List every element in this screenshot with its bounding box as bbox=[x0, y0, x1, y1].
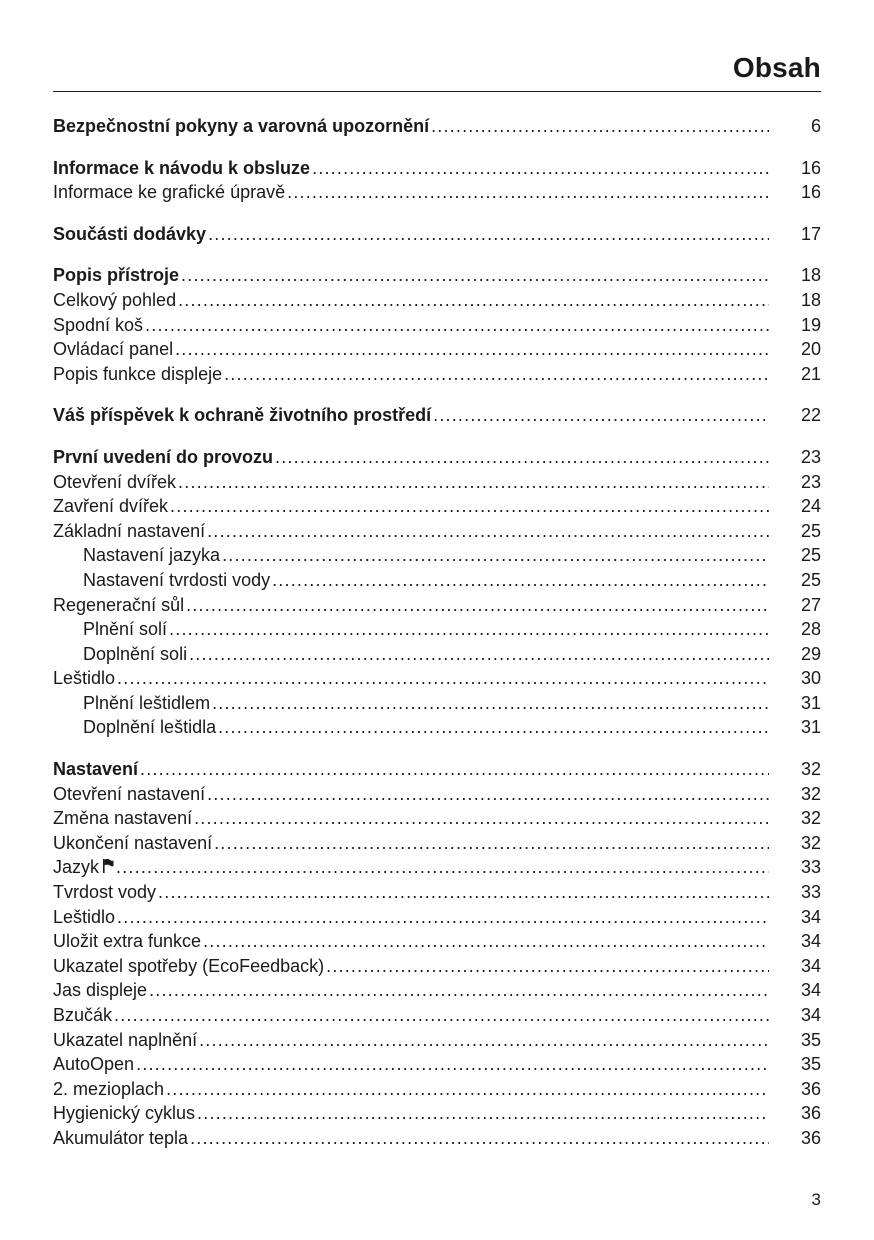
toc-entry-text: Informace ke grafické úpravě bbox=[53, 182, 286, 203]
toc-entry[interactable] bbox=[53, 337, 821, 362]
toc-entry[interactable] bbox=[53, 222, 821, 247]
dot-leader bbox=[208, 222, 769, 247]
toc-entry-text: Informace k návodu k obsluze bbox=[53, 157, 311, 178]
toc-entry[interactable] bbox=[53, 1077, 821, 1102]
toc-group bbox=[53, 445, 821, 740]
toc-entry[interactable] bbox=[53, 831, 821, 856]
toc-entry-label bbox=[53, 905, 115, 930]
dot-leader bbox=[207, 519, 769, 544]
toc-entry-label bbox=[53, 666, 115, 691]
toc-entry[interactable] bbox=[53, 568, 821, 593]
toc-entry[interactable] bbox=[53, 180, 821, 205]
dot-leader bbox=[272, 568, 769, 593]
toc-entry[interactable] bbox=[53, 806, 821, 831]
toc-entry[interactable] bbox=[53, 1028, 821, 1053]
dot-leader bbox=[116, 855, 769, 880]
toc-entry-label bbox=[53, 978, 147, 1003]
toc-entry-label bbox=[53, 156, 310, 181]
toc-entry-label bbox=[53, 288, 176, 313]
dot-leader bbox=[287, 180, 769, 205]
toc-entry-text: AutoOpen bbox=[53, 1054, 135, 1075]
toc-entry-text: Bezpečnostní pokyny a varovná upozornění bbox=[53, 116, 430, 136]
toc-entry-text: Bzučák bbox=[53, 1005, 113, 1025]
toc-entry-text: Hygienický cyklus bbox=[53, 1103, 196, 1124]
toc-entry[interactable] bbox=[53, 855, 821, 880]
toc-entry-text: Nastavení tvrdosti vody bbox=[83, 569, 271, 590]
dot-leader bbox=[214, 831, 769, 856]
toc-entry-page: 36 bbox=[800, 1078, 821, 1099]
toc-group bbox=[53, 263, 821, 386]
toc-entry[interactable] bbox=[53, 263, 821, 288]
toc-entry-text: Změna nastavení bbox=[53, 808, 193, 829]
toc-entry[interactable] bbox=[53, 1003, 821, 1028]
toc-entry-label bbox=[83, 691, 210, 716]
dot-leader bbox=[207, 782, 769, 807]
dot-leader bbox=[186, 593, 769, 618]
toc-group bbox=[53, 156, 821, 205]
toc-entry[interactable] bbox=[53, 880, 821, 905]
dot-leader bbox=[145, 313, 769, 338]
toc-entry-page: 30 bbox=[800, 668, 821, 689]
toc-entry-label bbox=[83, 568, 270, 593]
toc-entry-text: Plnění leštidlem bbox=[83, 692, 211, 713]
dot-leader bbox=[431, 114, 769, 139]
toc-entry[interactable] bbox=[53, 782, 821, 807]
toc-entry[interactable] bbox=[53, 691, 821, 716]
toc-entry-page: 35 bbox=[800, 1054, 821, 1075]
toc-entry-page: 29 bbox=[800, 643, 821, 664]
toc-entry-page: 27 bbox=[800, 594, 821, 615]
toc-entry[interactable] bbox=[53, 666, 821, 691]
dot-leader bbox=[169, 617, 769, 642]
toc-entry[interactable] bbox=[53, 1126, 821, 1151]
dot-leader bbox=[178, 288, 769, 313]
dot-leader bbox=[189, 642, 769, 667]
toc-entry-text: První uvedení do provozu bbox=[53, 446, 274, 467]
toc-entry-page: 23 bbox=[800, 446, 821, 467]
toc-entry[interactable] bbox=[53, 617, 821, 642]
toc-entry-label bbox=[53, 519, 205, 544]
toc-entry-text: Leštidlo bbox=[53, 668, 116, 689]
dot-leader bbox=[140, 757, 769, 782]
toc-entry-label bbox=[53, 880, 156, 905]
toc-entry-label bbox=[53, 362, 222, 387]
dot-leader bbox=[114, 1003, 769, 1028]
toc-group bbox=[53, 222, 821, 247]
page-number: 3 bbox=[811, 1190, 821, 1209]
toc-entry[interactable] bbox=[53, 494, 821, 519]
toc-entry-label bbox=[53, 445, 273, 470]
toc-entry-text: Základní nastavení bbox=[53, 520, 206, 541]
toc-entry[interactable] bbox=[53, 905, 821, 930]
toc-entry-label bbox=[83, 617, 167, 642]
toc-entry-page: 20 bbox=[800, 339, 821, 360]
dot-leader bbox=[275, 445, 769, 470]
toc-entry-text: Součásti dodávky bbox=[53, 223, 207, 244]
dot-leader bbox=[178, 470, 769, 495]
toc-entry-page: 32 bbox=[800, 759, 821, 780]
toc-entry[interactable] bbox=[53, 156, 821, 181]
toc-entry-text: Popis přístroje bbox=[53, 265, 180, 286]
toc-entry-label bbox=[53, 313, 143, 338]
toc-entry-page: 25 bbox=[800, 569, 821, 590]
toc-entry-label bbox=[53, 593, 184, 618]
toc-entry-label bbox=[53, 1028, 197, 1053]
toc-entry-page: 32 bbox=[800, 832, 821, 853]
dot-leader bbox=[312, 156, 769, 181]
toc-entry[interactable] bbox=[53, 715, 821, 740]
toc-entry-text: Ovládací panel bbox=[53, 339, 174, 360]
dot-leader bbox=[218, 715, 769, 740]
toc-entry-page: 17 bbox=[800, 223, 821, 244]
toc-entry-text: Ukončení nastavení bbox=[53, 832, 213, 853]
toc-entry[interactable] bbox=[53, 470, 821, 495]
toc-entry-text: Akumulátor tepla bbox=[53, 1127, 189, 1148]
dot-leader bbox=[197, 1101, 769, 1126]
dot-leader bbox=[117, 666, 769, 691]
toc-entry-page: 19 bbox=[800, 314, 821, 335]
toc-entry-text: Otevření nastavení bbox=[53, 783, 206, 804]
dot-leader bbox=[181, 263, 769, 288]
toc-entry-text: Spodní koš bbox=[53, 314, 144, 335]
dot-leader bbox=[222, 543, 769, 568]
toc-entry-text: Tvrdost vody bbox=[53, 882, 157, 903]
toc-entry-page: 25 bbox=[800, 545, 821, 566]
toc-entry-page: 16 bbox=[800, 182, 821, 203]
toc-entry-label bbox=[53, 1126, 188, 1151]
toc-entry-label bbox=[83, 715, 216, 740]
toc-entry-label bbox=[53, 180, 285, 205]
toc-entry-label bbox=[53, 831, 212, 856]
toc-entry-page: 25 bbox=[800, 520, 821, 541]
toc-entry[interactable] bbox=[53, 362, 821, 387]
toc-entry-label bbox=[53, 470, 176, 495]
toc-entry[interactable] bbox=[53, 929, 821, 954]
toc-entry[interactable] bbox=[53, 114, 821, 139]
toc-group bbox=[53, 757, 821, 1151]
dot-leader bbox=[194, 806, 769, 831]
toc-entry-page: 34 bbox=[800, 931, 821, 952]
toc-entry-label bbox=[53, 782, 205, 807]
toc-entry-page: 33 bbox=[800, 857, 821, 878]
toc-entry-page: 31 bbox=[800, 692, 821, 713]
toc-entry-text: Plnění solí bbox=[83, 619, 168, 640]
toc-entry-text: Ukazatel naplnění bbox=[53, 1029, 198, 1050]
toc-entry-label bbox=[53, 1101, 195, 1126]
dot-leader bbox=[170, 494, 769, 519]
toc-group bbox=[53, 114, 821, 139]
toc-entry-text: Celkový pohled bbox=[53, 289, 177, 310]
toc-entry[interactable] bbox=[53, 445, 821, 470]
toc-entry[interactable] bbox=[53, 543, 821, 568]
toc-entry[interactable] bbox=[53, 954, 821, 979]
toc-entry-label bbox=[53, 806, 192, 831]
toc-entry-label bbox=[83, 543, 220, 568]
toc-entry-page: 32 bbox=[800, 808, 821, 829]
toc-entry[interactable] bbox=[53, 313, 821, 338]
dot-leader bbox=[326, 954, 769, 979]
toc-entry[interactable] bbox=[53, 288, 821, 313]
toc-entry-text: Nastavení jazyka bbox=[83, 545, 221, 566]
toc-entry[interactable] bbox=[53, 593, 821, 618]
toc-entry-page: 34 bbox=[800, 906, 821, 927]
toc-entry-page: 36 bbox=[800, 1103, 821, 1124]
toc-entry-page: 34 bbox=[800, 955, 821, 976]
dot-leader bbox=[166, 1077, 769, 1102]
toc-entry-text: Uložit extra funkce bbox=[53, 931, 202, 952]
flag-icon bbox=[102, 858, 114, 874]
toc-entry-page: 34 bbox=[800, 1005, 821, 1025]
toc-entry-page: 31 bbox=[800, 717, 821, 738]
toc-entry-page: 28 bbox=[800, 619, 821, 640]
dot-leader bbox=[212, 691, 769, 716]
dot-leader bbox=[136, 1052, 769, 1077]
toc-group bbox=[53, 403, 821, 428]
toc-entry[interactable] bbox=[53, 978, 821, 1003]
dot-leader bbox=[149, 978, 769, 1003]
toc-entry[interactable] bbox=[53, 1101, 821, 1126]
toc-entry-text: Zavření dvířek bbox=[53, 496, 169, 517]
toc-entry-page: 34 bbox=[800, 980, 821, 1001]
toc-entry-label bbox=[53, 222, 206, 247]
dot-leader bbox=[203, 929, 769, 954]
toc-entry-label bbox=[53, 929, 201, 954]
toc-entry-page: 35 bbox=[800, 1029, 821, 1050]
page-title: Obsah bbox=[732, 52, 821, 83]
dot-leader bbox=[158, 880, 769, 905]
dot-leader bbox=[117, 905, 769, 930]
toc-entry-page: 6 bbox=[810, 116, 821, 136]
toc-entry-label bbox=[53, 855, 114, 880]
toc-entry-text: Popis funkce displeje bbox=[53, 363, 223, 384]
toc-entry-label bbox=[53, 954, 324, 979]
dot-leader bbox=[199, 1028, 769, 1053]
toc-entry-page: 16 bbox=[800, 157, 821, 178]
toc-entry-text: Otevření dvířek bbox=[53, 471, 177, 492]
toc-entry-text: Leštidlo bbox=[53, 906, 116, 927]
toc-entry-label bbox=[83, 642, 187, 667]
dot-leader bbox=[190, 1126, 769, 1151]
toc-entry[interactable] bbox=[53, 403, 821, 428]
toc-entry[interactable] bbox=[53, 519, 821, 544]
toc-entry-text: Jazyk bbox=[53, 857, 100, 878]
toc-entry-page: 18 bbox=[800, 289, 821, 310]
dot-leader bbox=[433, 403, 769, 428]
toc-entry-text: Jas displeje bbox=[53, 980, 148, 1001]
toc-entry-text: Ukazatel spotřeby (EcoFeedback) bbox=[53, 955, 325, 976]
toc-entry-page: 32 bbox=[800, 783, 821, 804]
dot-leader bbox=[224, 362, 769, 387]
dot-leader bbox=[175, 337, 769, 362]
toc-entry-text: Nastavení bbox=[53, 759, 139, 780]
toc-entry-page: 36 bbox=[800, 1127, 821, 1148]
toc-entry-label bbox=[53, 757, 138, 782]
toc-entry-text: Doplnění leštidla bbox=[83, 717, 217, 738]
toc-entry-text: 2. mezioplach bbox=[53, 1078, 165, 1099]
toc-entry-text: Doplnění soli bbox=[83, 643, 188, 664]
table-of-contents bbox=[53, 114, 821, 1168]
toc-entry-label bbox=[53, 263, 179, 288]
toc-entry-label bbox=[53, 337, 173, 362]
toc-entry-label bbox=[53, 1077, 164, 1102]
toc-entry-page: 33 bbox=[800, 882, 821, 903]
toc-entry-label bbox=[53, 494, 168, 519]
toc-entry-page: 22 bbox=[800, 405, 821, 426]
toc-entry-page: 24 bbox=[800, 496, 821, 517]
toc-entry-label bbox=[53, 114, 429, 139]
toc-entry-page: 21 bbox=[800, 363, 821, 384]
toc-entry-text: Regenerační sůl bbox=[53, 594, 185, 615]
toc-entry[interactable] bbox=[53, 1052, 821, 1077]
toc-entry[interactable] bbox=[53, 642, 821, 667]
toc-entry[interactable] bbox=[53, 757, 821, 782]
header-rule bbox=[53, 91, 821, 92]
toc-entry-label bbox=[53, 1003, 112, 1028]
toc-entry-page: 18 bbox=[800, 265, 821, 286]
toc-entry-text: Váš příspěvek k ochraně životního prostředí bbox=[53, 405, 432, 426]
toc-entry-page: 23 bbox=[800, 471, 821, 492]
toc-entry-label bbox=[53, 1052, 134, 1077]
toc-entry-label bbox=[53, 403, 431, 428]
